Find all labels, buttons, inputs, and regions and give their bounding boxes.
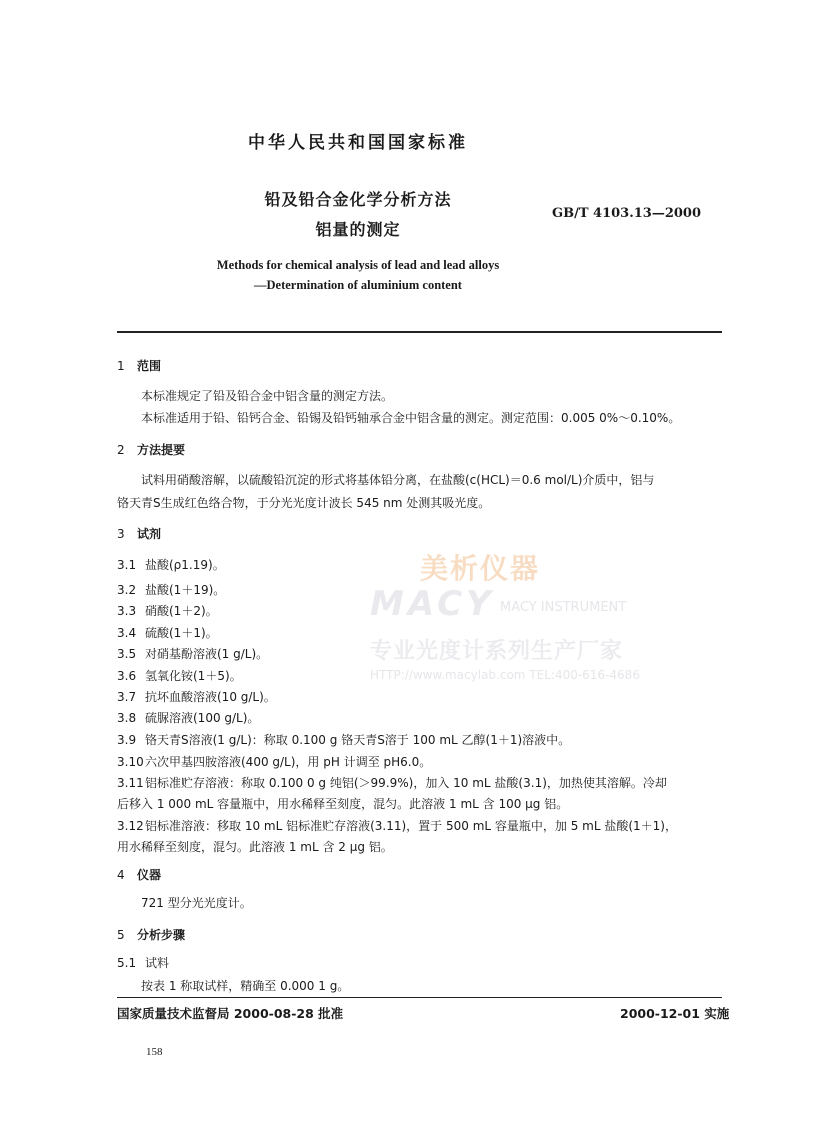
watermark-logo: MACY — [370, 584, 495, 624]
reagent-item: 3.2 盐酸(1＋19)。 — [117, 583, 226, 597]
section-1-p1: 本标准规定了铅及铅合金中铝含量的测定方法。 — [141, 389, 394, 403]
reagent-item: 3.4 硫酸(1＋1)。 — [117, 626, 218, 640]
page-number: 158 — [146, 1046, 163, 1058]
national-standard-heading: 中华人民共和国国家标准 — [248, 133, 468, 153]
section-4-heading: 4 仪器 — [117, 868, 162, 882]
section-4-p1: 721 型分光光度计。 — [141, 896, 252, 910]
reagent-item-continued: 用水稀释至刻度，混匀。此溶液 1 mL 含 2 μg 铝。 — [117, 840, 393, 854]
reagent-item: 3.9 铬天青S溶液(1 g/L)：称取 0.100 g 铬天青S溶于 100 mL 乙醇(1＋1)溶液中。 — [117, 733, 571, 747]
english-title-2: —Determination of aluminium content — [254, 278, 462, 292]
section-5-heading: 5 分析步骤 — [117, 928, 186, 942]
section-1-heading: 1 范围 — [117, 359, 162, 373]
approval-text: 国家质量技术监督局 2000-08-28 批准 — [117, 1006, 344, 1021]
watermark-cn: 美析仪器 — [420, 552, 541, 585]
reagent-item: 3.8 硫脲溶液(100 g/L)。 — [117, 711, 260, 725]
section-1-p2: 本标准适用于铅、铅钙合金、铅锡及铅钙轴承合金中铝含量的测定。测定范围：0.005 0%～0.10%。 — [141, 411, 681, 425]
reagent-item: 3.11铝标准贮存溶液：称取 0.100 0 g 纯铝(＞99.9%)，加入 10 mL 盐酸(3.1)，加热使其溶解。冷却 — [117, 776, 667, 790]
footer-rule — [117, 997, 722, 998]
section-2-heading: 2 方法提要 — [117, 443, 186, 457]
english-title-1: Methods for chemical analysis of lead and lead alloys — [216, 258, 500, 272]
section-5-1-heading: 5.1 试料 — [117, 956, 170, 970]
reagent-item: 3.1 盐酸(ρ1.19)。 — [117, 558, 225, 572]
section-5-1-p1: 按表 1 称取试样，精确至 0.000 1 g。 — [141, 979, 350, 993]
section-3-heading: 3 试剂 — [117, 527, 162, 541]
reagent-item-continued: 后移入 1 000 mL 容量瓶中，用水稀释至刻度，混匀。此溶液 1 mL 含 100 μg 铝。 — [117, 797, 569, 811]
watermark-en: MACY INSTRUMENT — [500, 600, 627, 615]
section-2-p1: 试料用硝酸溶解，以硫酸铅沉淀的形式将基体铅分离，在盐酸(c(HCL)＝0.6 mol/L)介质中，铝与 — [141, 473, 655, 487]
header-rule — [117, 331, 722, 333]
title-line-2: 铝量的测定 — [315, 220, 401, 239]
watermark-slogan: 专业光度计系列生产厂家 — [370, 639, 624, 664]
reagent-item: 3.3 硝酸(1＋2)。 — [117, 604, 218, 618]
standard-code: GB/T 4103.13—2000 — [552, 206, 702, 221]
reagent-item: 3.7 抗坏血酸溶液(10 g/L)。 — [117, 690, 276, 704]
reagent-item: 3.6 氢氧化铵(1＋5)。 — [117, 669, 242, 683]
reagent-item: 3.12铝标准溶液：移取 10 mL 铝标准贮存溶液(3.11)，置于 500 mL 容量瓶中，加 5 mL 盐酸(1＋1)， — [117, 819, 677, 833]
reagent-item: 3.10六次甲基四胺溶液(400 g/L)，用 pH 计调至 pH6.0。 — [117, 755, 432, 769]
implementation-text: 2000-12-01 实施 — [620, 1006, 730, 1021]
watermark-contact: HTTP://www.macylab.com TEL:400-616-4686 — [370, 668, 640, 682]
title-line-1: 铅及铅合金化学分析方法 — [264, 190, 452, 209]
reagent-item: 3.5 对硝基酚溶液(1 g/L)。 — [117, 647, 269, 661]
section-2-p2: 铬天青S生成红色络合物，于分光光度计波长 545 nm 处测其吸光度。 — [117, 496, 491, 510]
